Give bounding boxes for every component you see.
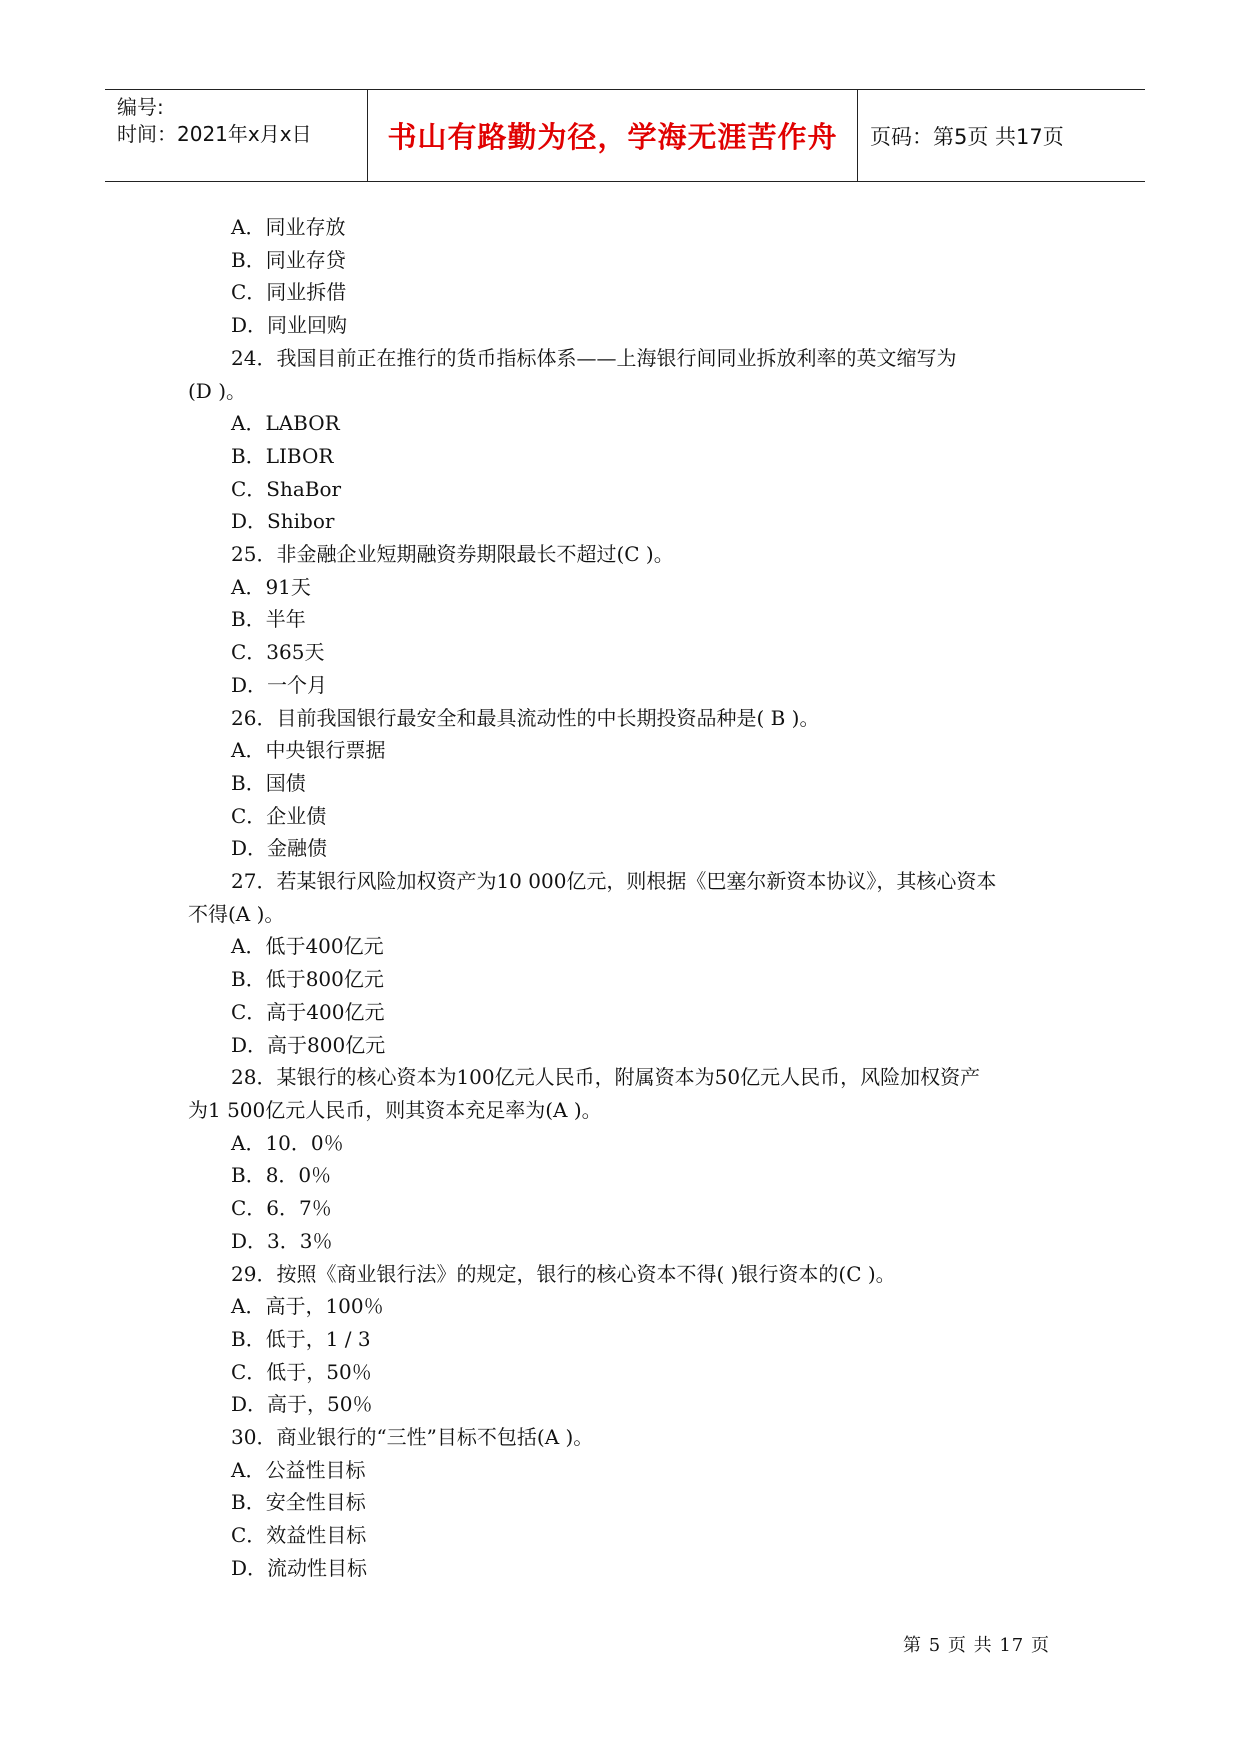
answer-option: D．高于，50％ <box>231 1392 373 1417</box>
question-stem: 26．目前我国银行最安全和最具流动性的中长期投资品种是( B )。 <box>231 705 820 730</box>
question-stem: 29．按照《商业银行法》的规定，银行的核心资本不得( )银行资本的(C )。 <box>231 1261 896 1286</box>
answer-option: B．国债 <box>231 770 306 795</box>
question-stem: 27．若某银行风险加权资产为10 000亿元，则根据《巴塞尔新资本协议》，其核心资本 <box>231 869 997 894</box>
answer-option: C．6．7％ <box>231 1196 332 1221</box>
answer-option: B．LIBOR <box>231 443 334 468</box>
answer-option: C．效益性目标 <box>231 1523 367 1548</box>
question-stem: 30．商业银行的“三性”目标不包括(A )。 <box>231 1425 594 1450</box>
answer-option: D．同业回购 <box>231 313 348 338</box>
answer-option: B．低于，1 / 3 <box>231 1326 371 1351</box>
answer-option: C．365天 <box>231 640 325 665</box>
answer-option: A．LABOR <box>231 411 340 436</box>
answer-option: D．一个月 <box>231 672 328 697</box>
answer-option: A．同业存放 <box>231 215 346 239</box>
question-stem: 25．非金融企业短期融资券期限最长不超过(C )。 <box>231 542 674 567</box>
question-stem: 24．我国目前正在推行的货币指标体系——上海银行间同业拆放利率的英文缩写为 <box>231 345 957 370</box>
answer-option: A．低于400亿元 <box>231 934 384 959</box>
question-stem-continuation: (D )。 <box>188 378 246 403</box>
page-header <box>105 89 1145 182</box>
answer-option: B．同业存贷 <box>231 247 346 272</box>
question-stem: 28．某银行的核心资本为100亿元人民币，附属资本为50亿元人民币，风险加权资产 <box>231 1065 981 1090</box>
answer-option: A．高于，100％ <box>231 1294 384 1319</box>
answer-option: D．流动性目标 <box>231 1555 368 1580</box>
answer-option: A．公益性目标 <box>231 1457 366 1482</box>
document-time-label: 时间：2021年x月x日 <box>117 122 312 146</box>
answer-option: C．同业拆借 <box>231 280 347 305</box>
question-stem-continuation: 不得(A )。 <box>188 901 285 926</box>
answer-option: D．金融债 <box>231 836 328 861</box>
answer-option: B．低于800亿元 <box>231 967 384 992</box>
question-content <box>188 211 1058 1585</box>
answer-option: C．高于400亿元 <box>231 999 385 1024</box>
answer-option: A．91天 <box>231 574 311 599</box>
document-number-label: 编号: <box>117 95 164 119</box>
answer-option: B．半年 <box>231 607 306 632</box>
header-slogan: 书山有路勤为径，学海无涯苦作舟 <box>368 90 858 181</box>
answer-option: C．ShaBor <box>231 476 342 501</box>
answer-option: A．中央银行票据 <box>231 738 386 763</box>
question-stem-continuation: 为1 500亿元人民币，则其资本充足率为(A )。 <box>188 1097 602 1122</box>
header-page-number: 页码：第5页 共17页 <box>870 124 1064 149</box>
answer-option: C．低于，50％ <box>231 1359 372 1384</box>
answer-option: D．Shibor <box>231 509 335 534</box>
answer-option: B．8．0％ <box>231 1163 332 1188</box>
header-meta <box>105 90 368 181</box>
answer-option: C．企业债 <box>231 803 327 828</box>
answer-option: D．3．3％ <box>231 1228 333 1253</box>
page-footer: 第 5 页 共 17 页 <box>903 1635 1050 1656</box>
answer-option: D．高于800亿元 <box>231 1032 386 1057</box>
answer-option: B．安全性目标 <box>231 1490 366 1515</box>
answer-option: A．10．0％ <box>231 1130 344 1155</box>
